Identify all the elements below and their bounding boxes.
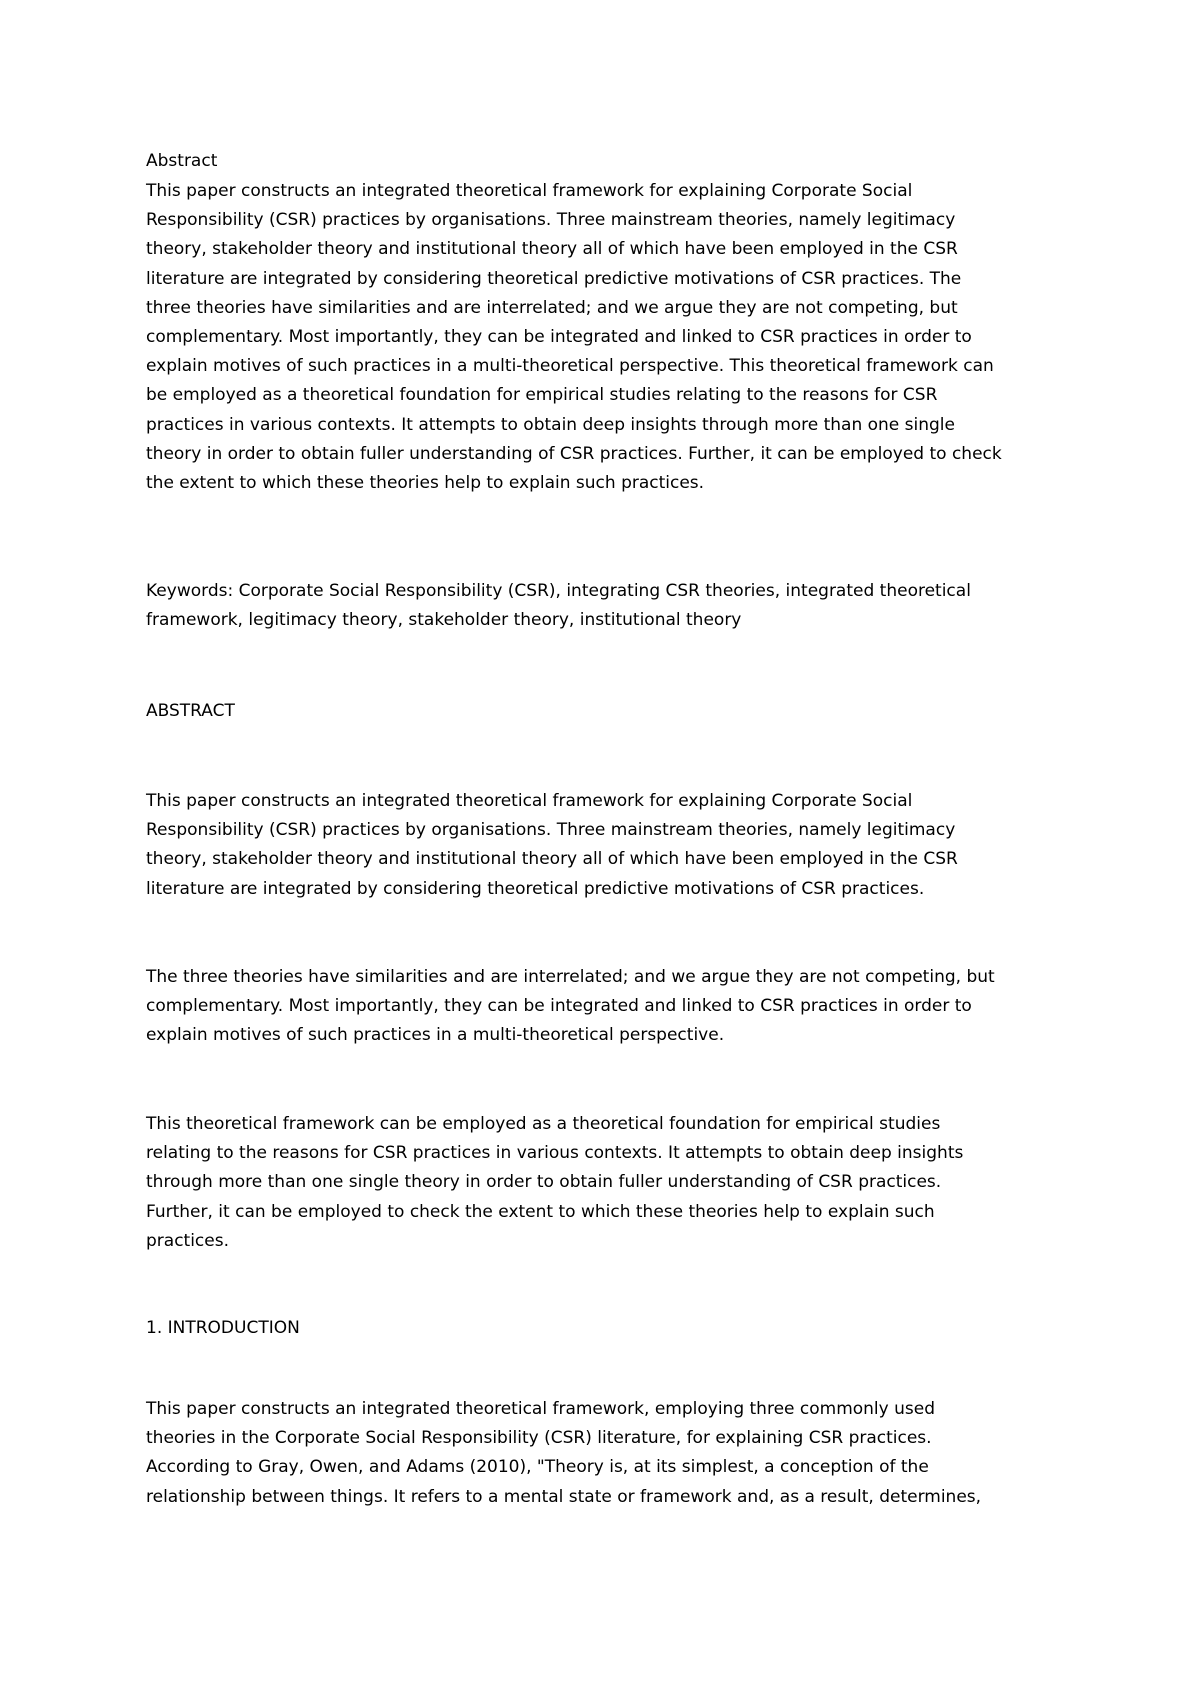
introduction-heading: 1. INTRODUCTION	[146, 1318, 300, 1338]
abstract-heading: Abstract	[146, 151, 218, 171]
abstract-paragraph-2: The three theories have similarities and are interrelated; and we argue they are not competing, but complementary. Most importantly, they can be integrated and linked to CSR practices in order to explain motives of such practices in a multi-theoretical perspective.	[146, 967, 995, 1046]
introduction-paragraph: This paper constructs an integrated theoretical framework, employing three commonly used theories in the Corporate Social Responsibility (CSR) literature, for explaining CSR practices. According to Gray, Owen, and Adams (2010), "Theory is, at its simplest, a conception of the relationship between things. It refers to a mental state or framework and, as a result, determines,	[146, 1399, 982, 1507]
keywords-paragraph: Keywords: Corporate Social Responsibility (CSR), integrating CSR theories, integrated theoretical framework, legitimacy theory, stakeholder theory, institutional theory	[146, 581, 971, 631]
abstract-heading-caps: ABSTRACT	[146, 701, 235, 721]
abstract-paragraph-1: This paper constructs an integrated theoretical framework for explaining Corporate Social Responsibility (CSR) practices by organisations. Three mainstream theories, namely legitimacy theory, stakeholder theory and institutional theory all of which have been employed in the CSR literature are integrated by considering theoretical predictive motivations of CSR practices.	[146, 791, 958, 899]
abstract-paragraph: This paper constructs an integrated theoretical framework for explaining Corporate Social Responsibility (CSR) practices by organisations. Three mainstream theories, namely legitimacy theory, stakeholder theory and institutional theory all of which have been employed in the CSR literature are integrated by considering theoretical predictive motivations of CSR practices. The three theories have similarities and are interrelated; and we argue they are not competing, but complementary. Most importantly, they can be integrated and linked to CSR practices in order to explain motives of such practices in a multi-theoretical perspective. This theoretical framework can be employed as a theoretical foundation for empirical studies relating to the reasons for CSR practices in various contexts. It attempts to obtain deep insights through more than one single theory in order to obtain fuller understanding of CSR practices. Further, it can be employed to check the extent to which these theories help to explain such practices.	[146, 181, 1002, 494]
abstract-paragraph-3: This theoretical framework can be employed as a theoretical foundation for empirical studies relating to the reasons for CSR practices in various contexts. It attempts to obtain deep insights through more than one single theory in order to obtain fuller understanding of CSR practices. Further, it can be employed to check the extent to which these theories help to explain such practices.	[146, 1114, 964, 1251]
